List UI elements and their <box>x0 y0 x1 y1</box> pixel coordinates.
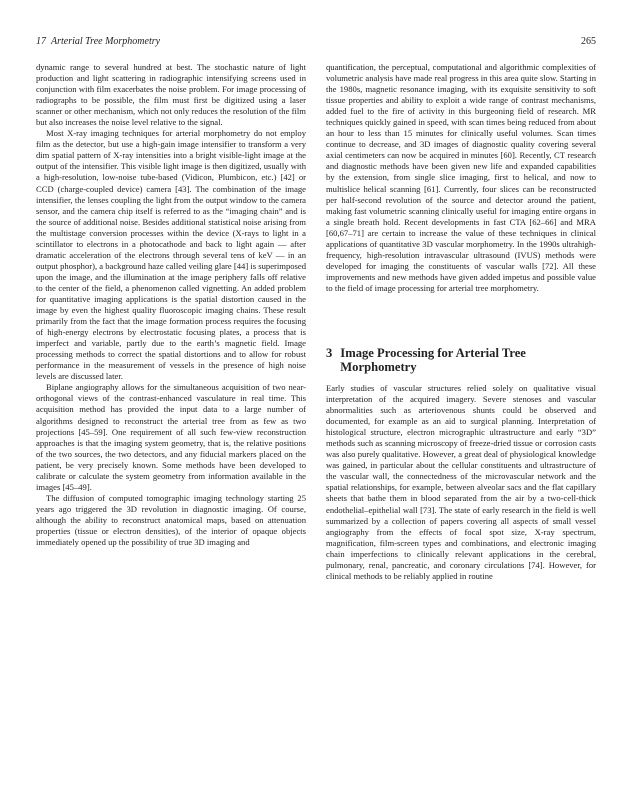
right-column <box>326 62 596 582</box>
chapter-header <box>36 36 160 47</box>
chapter-number: 17 <box>36 36 46 47</box>
running-head <box>36 36 596 52</box>
paragraph: quantification, the perceptual, computational and algorithmic complexities of volumetric analysis have made real progress in this area quite slow. Starting in the 1980s, magnetic resonance imaging, with its exquisite sensitivity to soft tissue properties and ability to exploit a wide range of contrast mechanisms, added fuel to the fire of activity in this burgeoning field of research. MR techniques quickly gained in speed, with scan times being reduced from about an hour to less than 15 minutes for clinically useful volumes. Scan times continue to decrease, and 3D images of diagnostic quality covering several axial centimeters can now be acquired in minutes [60]. Recently, CT research and diagnostic methods have been given new life and expanded capabilities by the extension, from single slice imaging, first to helical, and now to multislice helical scanning [61]. Currently, four slices can be reconstructed per half-second revolution of the source and detector around the patient, making fast volumetric scanning clinically useful for imaging entire organs in a single breath hold. Recent developments in fast CTA [62–66] and MRA [60,67–71] are certain to increase the value of these techniques in clinical applications of quantitative 3D vascular morphometry. In the 1990s ultrahigh-frequency, high-resolution intravascular ultrasound (IVUS) methods were developed for imaging the constituents of vascular walls [72]. All these improvements and new methods have given added impetus and possible value to the field of image processing for arterial tree morphometry. <box>326 62 596 293</box>
paragraph: Most X-ray imaging techniques for arterial morphometry do not employ film as the detector, but use a high-gain image intensifier to transform a very dim spatial pattern of X-ray intensities into a bright visible-light image at the output of the intensifier. This visible light image is then digitized, usually with a high-resolution, low-noise tube-based (Vidicon, Plumbicon, etc.) [42] or CCD (charge-coupled device) camera [43]. The combination of the image intensifier, the lenses coupling the light from the output window to the camera sensor, and the camera chip itself is referred to as the “imaging chain” and is the source of additional noise. Besides additional statistical noise arising from the multistage conversion processes within the device (X-rays to light in a scintillator to electrons in a photocathode and back to light again — after dramatic acceleration of the electrons through several tens of keV — in an output phosphor), a background haze called veiling glare [44] is superimposed upon the image, and the illumination at the image periphery falls off relative to the center of the field, a phenomenon called vignetting. An added problem for quantitative imaging applications is the spatial distortion caused in the image by even the highest quality fluoroscopic imaging chains. These result primarily from the fact that the image formation process requires the focusing of high-energy electrons by electrostatic focusing plates, a process that is imperfect and variable, partly due to the earth’s magnetic field. Image processing methods to correct the spatial distortions and to allow for robust performance in the measurement of vessels in the presence of high noise levels are discussed later. <box>36 128 306 382</box>
section-spacer <box>326 294 596 346</box>
heading-spacer <box>326 374 596 383</box>
chapter-title: Arterial Tree Morphometry <box>51 36 161 47</box>
paragraph: The diffusion of computed tomographic imaging technology starting 25 years ago triggered the 3D revolution in diagnostic imaging. Of course, although the ability to reconstruct anatomical maps, based on attenuation properties (tissue or electron densities), of the interior of opaque objects immediately opened up the possibility of true 3D imaging and <box>36 492 306 548</box>
paragraph: Biplane angiography allows for the simultaneous acquisition of two near-orthogonal views of the contrast-enhanced vasculature in real time. This acquisition method has provided the input data to a large number of algorithms designed to reconstruct the arterial tree from as few as two projections [45–59]. One requirement of all such few-view reconstruction approaches is that the imaging system geometry, that is, the relative positions of the two sources, the two detectors, and any fiducial markers placed on the patient, be very precisely known. Some methods have been developed to calibrate or calculate the system geometry from information available in the images [45–49]. <box>36 382 306 492</box>
left-column <box>36 62 306 548</box>
page-number: 265 <box>581 36 596 47</box>
paragraph: dynamic range to several hundred at best. The stochastic nature of light production and light scattering in radiographic intensifying screens used in conjunction with film exacerbates the noise problem. For image processing of radiographs to be possible, the film must first be digitized using a laser scanner or other mechanism, which not only reduces the resolution of the film but also increases the noise level relative to the signal. <box>36 62 306 128</box>
section-number: 3 <box>326 345 333 360</box>
paragraph: Early studies of vascular structures relied solely on qualitative visual interpretation of the acquired imagery. Severe stenoses and vascular abnormalities such as arteriovenous shunts could be observed and documented, for example as an aid to surgical planning. Interpretation of histological structure, electron micrographic ultrastructure and early “3D” methods such as scanning microscopy of freeze-dried tissue or corrosion casts was also purely qualitative. However, a great deal of physiological knowledge was gained, in particular about the cellular constituents and ultrastructure of the vascular wall, the connectedness of the microvascular network and the spatial relationships, for example, between alveolar sacs and the flat capillary sheets that bathe them in blood separated from the air by a two-cell-thick endothelial–epithelial wall [73]. The state of early research in the field is well summarized by a collection of papers covering all aspects of small vessel angiography from the effects of focal spot size, X-ray spectrum, magnification, film-screen types and combinations, and electronic imaging chain imperfections to clinically relevant applications in the cerebral, pulmonary, renal, pancreatic, and coronary circulations [74]. However, for clinical methods to be reliably applied in routine <box>326 382 596 581</box>
section-title: Image Processing for Arterial Tree Morphometry <box>340 345 526 374</box>
section-heading <box>326 346 596 374</box>
